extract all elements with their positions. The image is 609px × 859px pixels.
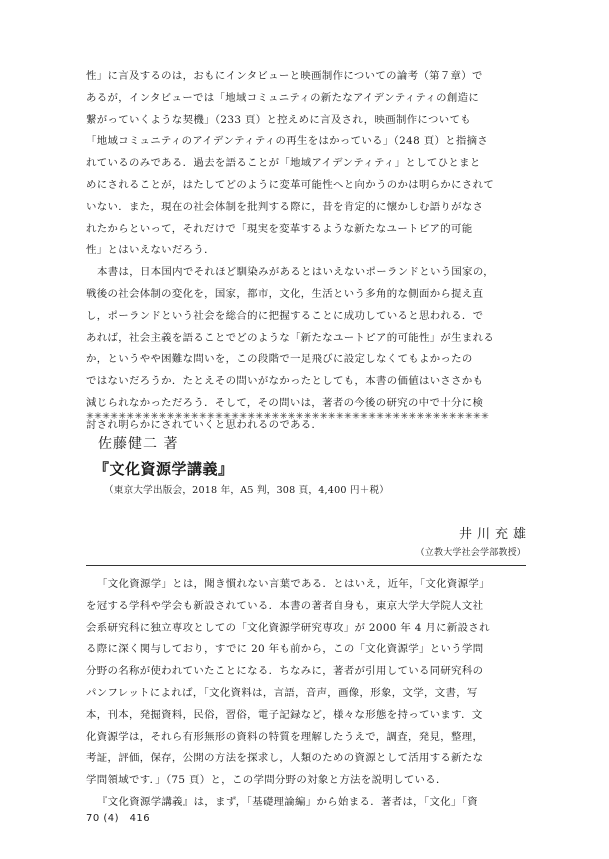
text-line: る際に深く関与しており，すでに 20 年も前から，この「文化資源学」という学問 (86, 643, 484, 656)
text-line: 繋がっていくような契機」（233 頁）と控えめに言及され，映画制作についても (86, 113, 471, 126)
review-body (86, 574, 526, 814)
horizontal-rule (86, 565, 526, 566)
text-line: 「文化資源学」とは，聞き慣れない言葉である．とはいえ，近年，「文化資源学」 (97, 578, 490, 590)
paragraph (86, 574, 526, 792)
previous-review-conclusion (86, 66, 526, 437)
text-line: 化資源学は，それら有形無形の資料の特質を理解したうえで，調査，発見，整理， (86, 730, 484, 743)
review-header (94, 434, 528, 499)
text-line: パンフレットによれば，「文化資料は，言語，音声，画像，形象，文学，文書，写 (86, 686, 478, 699)
book-title: 『文化資源学講義』 (94, 460, 234, 478)
text-line: 考証，評価，保存，公開の方法を探求し，人類のための資源として活用する新たな (86, 752, 484, 765)
reviewer-block (415, 526, 531, 560)
text-line: 減じられなかっただろう．そして，その問いは，著者の今後の研究の中で十分に検 (86, 396, 484, 409)
book-author: 佐藤健二 著 (98, 436, 179, 452)
reviewer-name: 井川充雄 (458, 527, 531, 542)
page-number: 70 (4) 416 (86, 813, 151, 824)
text-line: いない．また，現在の社会体制を批判する際に，昔を肯定的に懐かしむ語りがなさ (86, 200, 484, 213)
text-line: 『文化資源学講義』は，まず，「基礎理論編」から始まる．著者は，「文化」「資 (97, 795, 478, 808)
paragraph (86, 792, 526, 814)
text-line: れているのみである．過去を語ることが「地域アイデンティティ」としてひとまと (86, 157, 481, 170)
text-line: 本書は，日本国内でそれほど馴染みがあるとはいえないポーランドという国家の， (97, 266, 494, 279)
text-line: 会系研究科に独立専攻としての「文化資源学研究専攻」が 2000 年 4 月に新設され (86, 621, 490, 634)
text-line: し，ポーランドという社会を総合的に把握することに成功していると思われる．で (86, 309, 484, 322)
text-line: めにされることが，はたしてどのように変革可能性へと向かうのかは明らかにされて (86, 178, 495, 191)
text-line: 性」とはいえないだろう． (86, 244, 215, 257)
text-line: 討され明らかにされていくと思われるのである． (86, 418, 323, 431)
publication-info: （東京大学出版会，2018 年，A5 判，308 頁，4,400 円＋税） (104, 485, 390, 496)
text-line: れたからといって，それだけで「現実を変革するような新たなユートピア的可能 (86, 222, 473, 235)
text-line: 本，刊本，発掘資料，民俗，習俗，電子記録など，様々な形態を持っています．文 (86, 708, 483, 721)
reviewer-affiliation: （立教大学社会学部教授） (415, 548, 526, 558)
text-line: あれば，社会主義を語ることでどのような「新たなユートピア的可能性」が生まれる (86, 331, 495, 344)
text-line: 分野の名称が使われていたことになる．ちなみに，著者が引用している同研究科の (86, 665, 484, 678)
text-line: 「地域コミュニティのアイデンティティの再生をはかっている」（248 頁）と指摘さ (86, 135, 489, 148)
text-line: か，というやや困難な問いを，この段階で一足飛びに設定しなくてもよかったの (86, 353, 473, 366)
text-line: 戦後の社会体制の変化を，国家，都市，文化，生活という多角的な側面から捉え直 (86, 287, 484, 300)
text-line: ではないだろうか．たとえその問いがなかったとしても，本書の価値はいささかも (86, 375, 484, 388)
text-line: 学問領域です．」（75 頁）と，この学問分野の対象と方法を説明している． (86, 774, 447, 787)
text-line: あるが，インタビューでは「地域コミュニティの新たなアイデンティティの創造に (86, 91, 480, 104)
text-line: を冠する学科や学会も新設されている．本書の著者自身も，東京大学大学院人文社 (86, 599, 484, 612)
text-line: 性」に言及するのは，おもにインタビューと映画制作についての論考（第７章）で (86, 70, 483, 82)
paragraph (86, 66, 526, 262)
section-divider: ✳✳✳✳✳✳✳✳✳✳✳✳✳✳✳✳✳✳✳✳✳✳✳✳✳✳✳✳✳✳✳✳✳✳✳✳✳✳✳✳✳✳✳✳✳✳✳✳✳✳ (86, 411, 489, 422)
